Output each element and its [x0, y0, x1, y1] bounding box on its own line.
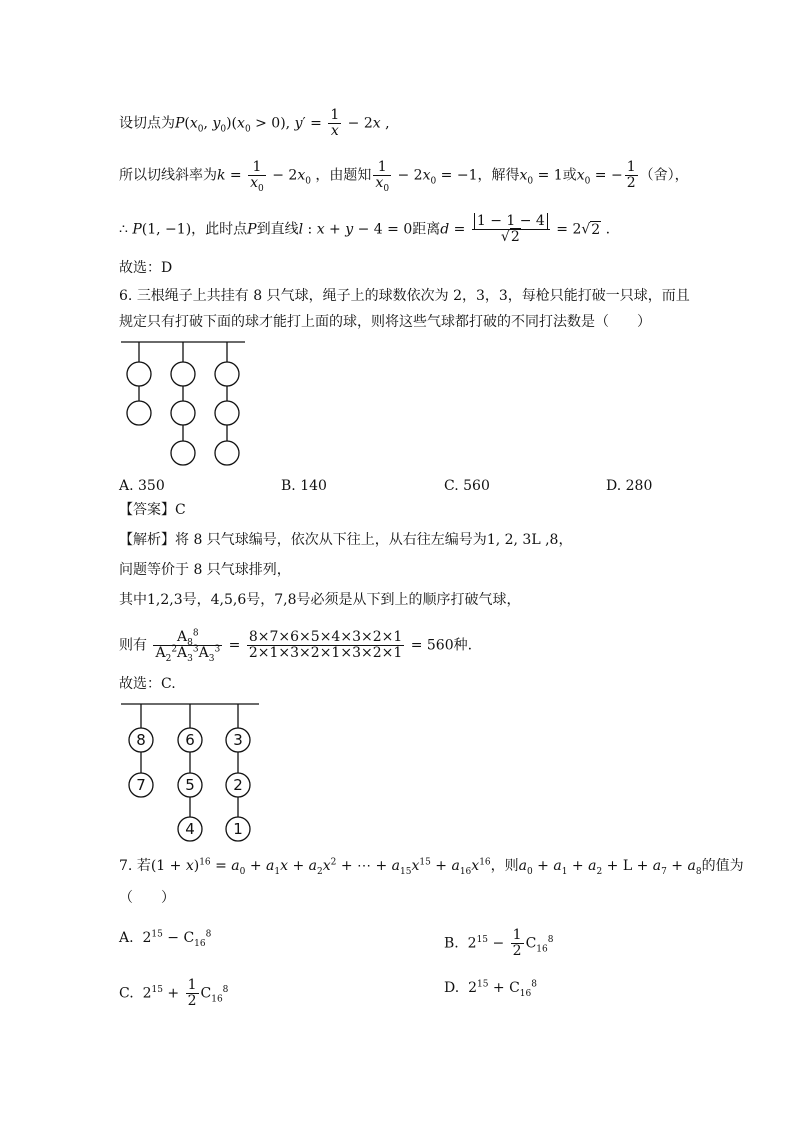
balloon	[215, 362, 239, 386]
balloon-label: 2	[233, 776, 243, 794]
balloon	[171, 401, 195, 425]
fraction: $\frac{1}{x_0}$	[375, 159, 390, 194]
q7-option-a: A. $2^{15} - C_{16}^8$	[119, 929, 212, 949]
q6-option-b: B. 140	[281, 478, 327, 494]
balloon-label: 4	[185, 820, 195, 838]
q7-text-line-1: 7. 若$(1 + x)^{16} = a_0 + a_1x + a_2x^2$ + ⋯ + $a_{15}x^{15} + a_{16}x^{16}$，则$a_0 + a_1 + a_2 + L + a_7 + a_8$的值为	[119, 857, 744, 877]
q6-text-line-1: 6. 三根绳子上共挂有 8 只气球，绳子上的球数依次为 2，3，3，每枪只能打破一只球，而且	[119, 288, 690, 304]
balloon	[215, 441, 239, 465]
balloon-label: 6	[185, 731, 195, 749]
q7-option-c: C. $2^{15}$ + $\frac{1}{2}$ $C_{16}^8$	[119, 977, 229, 1009]
solution-line-3: ∴ P(1, −1)，此时点P到直线l : x + y − 4 = 0距离d = $\frac{1 - 1 - 4}{√2}$ = 2√2 .	[119, 213, 611, 245]
answer-q5: 故选：D	[119, 260, 173, 276]
q7-number: 7.	[119, 858, 133, 874]
fraction: $\frac{1 - 1 - 4}{√2}$	[472, 214, 550, 245]
balloon-label: 7	[136, 776, 146, 794]
balloon-label: 3	[233, 731, 243, 749]
balloon	[171, 441, 195, 465]
fraction: $\frac{1}{x_0}$	[250, 159, 264, 194]
fraction: $\frac{1}{x}$	[330, 107, 340, 139]
balloon	[215, 401, 239, 425]
fraction: $\frac{1}{2}$	[626, 159, 636, 191]
q6-text-line-2: 规定只有打破下面的球才能打上面的球，则将这些气球都打破的不同打法数是（ ）	[119, 314, 651, 330]
q6-analysis-line-1: 【解析】将 8 只气球编号，依次从下往上，从右往左编号为1, 2, 3L ,8，	[119, 532, 573, 548]
balloon	[171, 362, 195, 386]
q6-number: 6.	[119, 288, 133, 304]
q7-option-d: D. $2^{15} + C_{16}^8$	[444, 979, 537, 999]
q6-calculation: 则有 $\frac{A_8^8}{A_2^2A_3^3A_3^3}$ = $\frac{8\times 7\times 6\times 5\times 4\times 3\times 2\times 1}{2\times 1\times 3\times 2\times 1\times 3\times 2\times 1}$ = 560种.	[119, 628, 473, 664]
product-fraction: $\frac{8\times 7\times 6\times 5\times 4\times 3\times 2\times 1}{2\times 1\times 3\times 2\times 1\times 3\times 2\times 1}$	[248, 629, 403, 661]
solution-line-2: 所以切线斜率为k = $\frac{1}{x_0}$ − $2x_0$ ，由题知 $\frac{1}{x_0}$ − $2x_0 = -1$，解得$x_0 = 1$或$x_0$ = − $\frac{1}{2}$ （舍），	[119, 159, 689, 194]
balloon	[127, 401, 151, 425]
balloon-label: 5	[185, 776, 195, 794]
balloon-label: 1	[233, 820, 243, 838]
balloon-label: 8	[136, 731, 146, 749]
q6-answer-tag: 【答案】C	[119, 502, 186, 518]
balloon-diagram-numbered	[119, 700, 261, 846]
q7-option-b: B. $2^{15}$ − $\frac{1}{2}$ $C_{16}^8$	[444, 927, 554, 959]
balloon-diagram-question	[119, 336, 249, 470]
q6-option-c: C. 560	[444, 478, 490, 494]
permutation-fraction: $\frac{A_8^8}{A_2^2A_3^3A_3^3}$	[155, 628, 221, 664]
q6-analysis-line-2: 问题等价于 8 只气球排列，	[119, 562, 291, 578]
solution-line-1: 设切点为$P(x_0$, $y_0)(x_0 > 0)$, y′ = $\frac{1}{x}$ − 2x ,	[119, 107, 390, 139]
q6-analysis-line-3: 其中1,2,3号，4,5,6号，7,8号必须是从下到上的顺序打破气球，	[119, 592, 521, 608]
q6-option-d: D. 280	[606, 478, 653, 494]
q6-option-a: A. 350	[119, 478, 165, 494]
answer-q6: 故选：C.	[119, 676, 176, 692]
q7-paren: （ ）	[119, 890, 175, 906]
balloon	[127, 362, 151, 386]
